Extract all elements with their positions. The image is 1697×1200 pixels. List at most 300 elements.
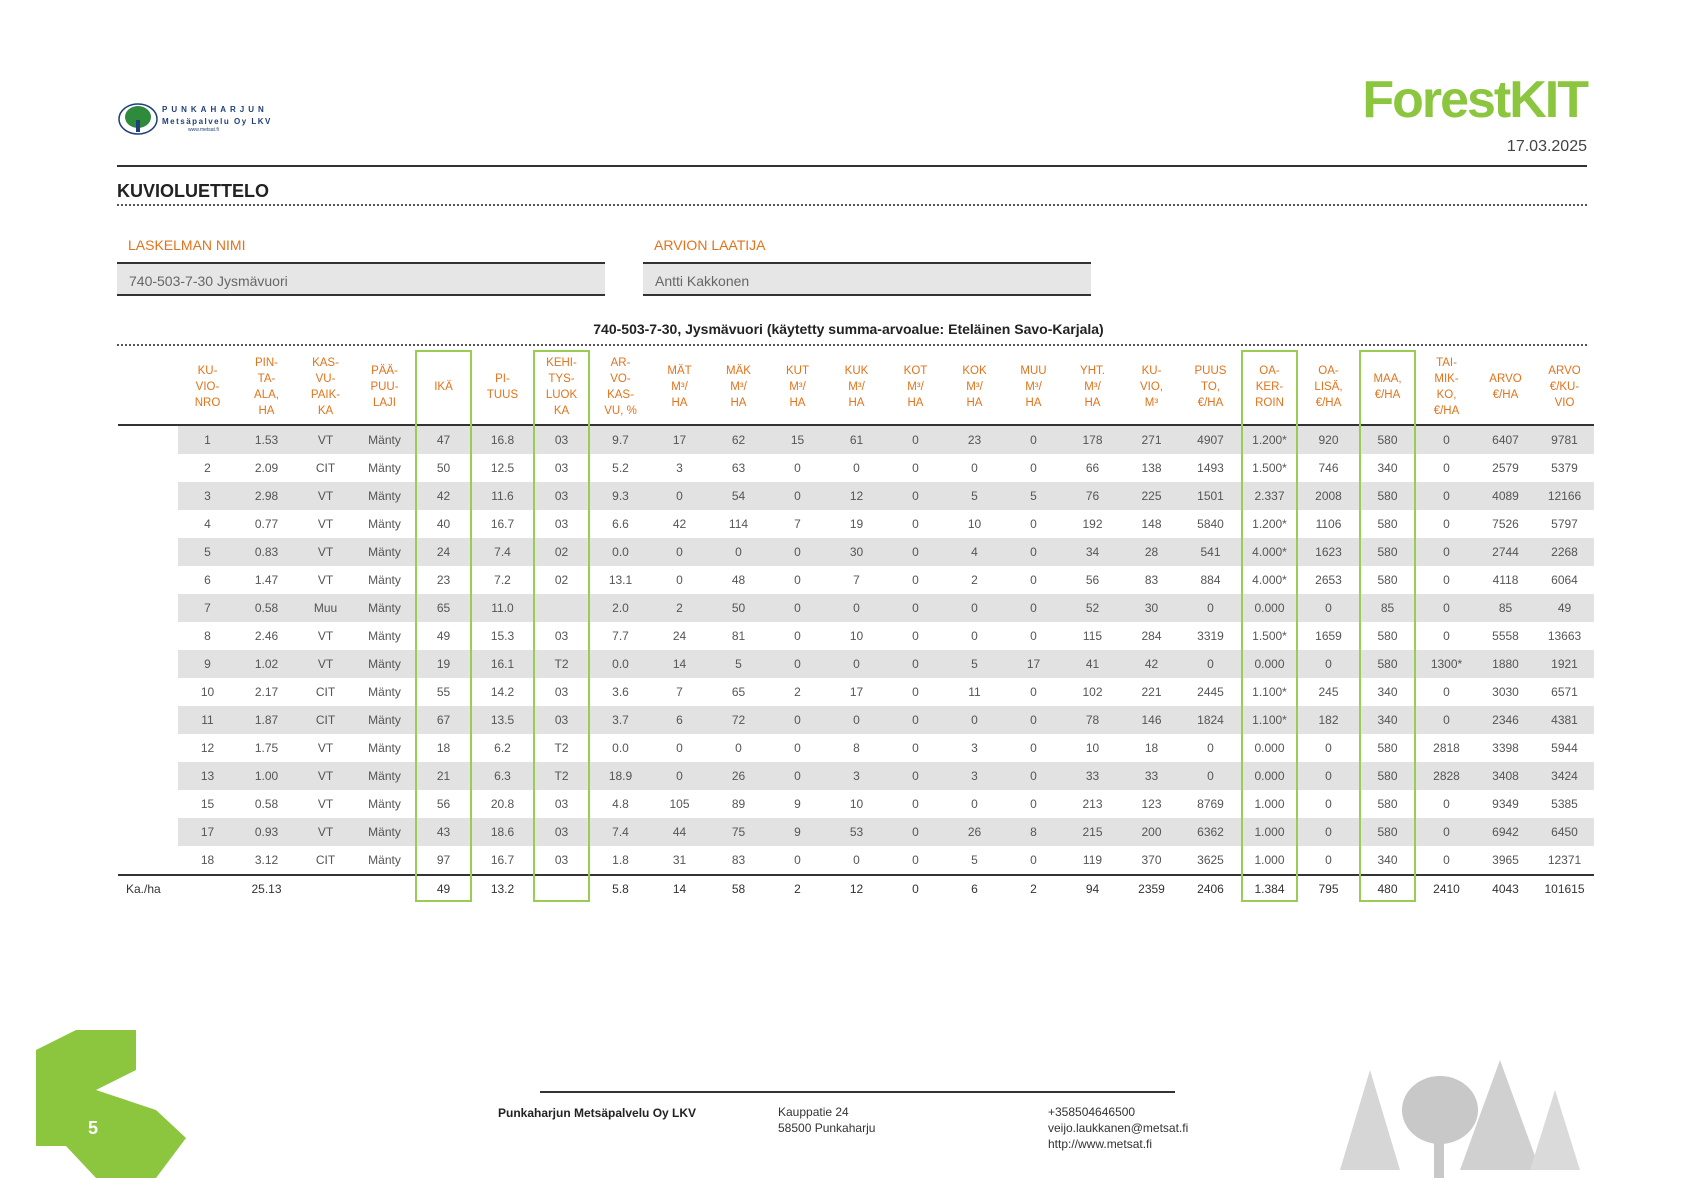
table-cell: 52 [1063,594,1122,622]
table-cell: 1623 [1299,538,1358,566]
column-header-line: MIK- [1434,373,1459,385]
table-cell: 1.000 [1240,846,1299,875]
column-header-line: KEHI- [546,357,577,369]
table-cell: 0 [1004,566,1063,594]
table-cell: 03 [532,818,591,846]
row-spacer [118,425,178,454]
column-header-line: HA [258,405,275,417]
table-cell: 0 [1417,482,1476,510]
table-cell: 0 [886,538,945,566]
footer-email: veijo.laukkanen@metsat.fi [1048,1121,1189,1135]
table-cell: 0 [945,622,1004,650]
table-cell: 178 [1063,425,1122,454]
table-cell: Mänty [355,790,414,818]
table-cell: 2.09 [237,454,296,482]
table-cell: 6571 [1535,678,1594,706]
table-cell: 0 [886,622,945,650]
table-cell: 7.2 [473,566,532,594]
table-cell: 2.17 [237,678,296,706]
table-cell: Mänty [355,425,414,454]
table-cell: Mänty [355,510,414,538]
dotted-divider [117,204,1587,206]
forestkit-logo: ForestKIT [1362,71,1587,129]
table-cell: 1.02 [237,650,296,678]
column-header-line: KA [317,405,334,417]
table-cell: 17 [178,818,237,846]
column-header-line: TAI- [1436,357,1457,369]
table-cell: 1.000 [1240,790,1299,818]
table-cell: 40 [414,510,473,538]
table-cell: 3398 [1476,734,1535,762]
table-cell: 67 [414,706,473,734]
table-cell: 0 [1181,734,1240,762]
logo-name: PUNKAHARJUN [162,105,268,114]
table-cell: 0 [768,538,827,566]
table-cell: 0 [1004,425,1063,454]
table-cell: 6.6 [591,510,650,538]
table-cell: 4 [945,538,1004,566]
appraiser-field: Antti Kakkonen [643,262,1091,296]
table-cell: 0 [1181,762,1240,790]
table-cell: 3 [650,454,709,482]
table-cell: 0 [1181,650,1240,678]
table-cell: 5 [945,650,1004,678]
table-cell: VT [296,566,355,594]
column-header [1358,350,1417,425]
column-header-line: HA [1084,397,1101,409]
table-cell: 221 [1122,678,1181,706]
average-cell: 5.8 [591,875,650,902]
table-cell: 0 [886,706,945,734]
table-cell: 138 [1122,454,1181,482]
table-cell: 15 [768,425,827,454]
table-row [118,622,1594,650]
table-cell: 119 [1063,846,1122,875]
table-cell: 10 [178,678,237,706]
table-cell: 0 [886,594,945,622]
table-cell: 42 [414,482,473,510]
table-cell: 11.0 [473,594,532,622]
table-cell: 2268 [1535,538,1594,566]
table-cell: 56 [1063,566,1122,594]
table-cell: 0.83 [237,538,296,566]
column-header-line: M³/ [1025,381,1042,393]
footer-postal: 58500 Punkaharju [778,1121,876,1135]
table-cell: 2 [178,454,237,482]
table-cell: 03 [532,706,591,734]
table-cell: 0 [1417,706,1476,734]
table-row [118,454,1594,482]
column-header [827,350,886,425]
page-title: KUVIOLUETTELO [117,181,269,201]
table-cell: 24 [650,622,709,650]
column-header-line: ALA, [254,389,279,401]
table-cell: 340 [1358,706,1417,734]
table-cell: 5 [178,538,237,566]
table-cell: 14 [650,650,709,678]
table-cell: 85 [1476,594,1535,622]
table-cell: 5558 [1476,622,1535,650]
table-cell: 340 [1358,678,1417,706]
table-cell: 2008 [1299,482,1358,510]
table-cell: 541 [1181,538,1240,566]
column-header-line: €/HA [1315,397,1342,409]
table-cell: VT [296,762,355,790]
table-cell: 9 [768,818,827,846]
column-header [1181,350,1240,425]
table-cell: 0 [1004,846,1063,875]
table-cell: 6.2 [473,734,532,762]
table-cell: 0 [1417,594,1476,622]
table-cell: 4907 [1181,425,1240,454]
average-cell: 2410 [1417,875,1476,902]
table-cell: 41 [1063,650,1122,678]
table-cell: 7.4 [591,818,650,846]
column-header [296,350,355,425]
column-header-line: M³/ [789,381,806,393]
logo-web: www.metsat.fi [188,127,219,133]
table-cell: 225 [1122,482,1181,510]
table-cell: 0 [650,734,709,762]
table-cell: 5 [945,482,1004,510]
table-cell: 0 [768,454,827,482]
table-row [118,594,1594,622]
table-cell: 0 [945,454,1004,482]
table-cell: 0 [1299,818,1358,846]
table-cell: 16.7 [473,510,532,538]
column-header [414,350,473,425]
table-cell: 23 [414,566,473,594]
column-header-line: TUUS [486,389,519,401]
column-header-line: KA [553,405,570,417]
table-cell: 6450 [1535,818,1594,846]
table-cell: 5 [709,650,768,678]
column-header-line: PUUS [1194,365,1227,377]
table-cell: 47 [414,425,473,454]
table-cell: 4.000* [1240,566,1299,594]
table-cell: 53 [827,818,886,846]
table-cell: 2.337 [1240,482,1299,510]
column-header-line: KU- [197,365,218,377]
column-header-line: €/HA [1197,397,1224,409]
row-spacer [118,482,178,510]
table-cell: 0 [768,622,827,650]
table-cell: 17 [827,678,886,706]
table-cell: 9781 [1535,425,1594,454]
table-cell: 17 [650,425,709,454]
table-cell: 4118 [1476,566,1535,594]
column-header-line: MUU [1020,365,1047,377]
table-cell: 2 [945,566,1004,594]
table-cell: 102 [1063,678,1122,706]
table-cell: 15.3 [473,622,532,650]
table-cell: Mänty [355,678,414,706]
table-cell: 340 [1358,454,1417,482]
average-cell: 480 [1358,875,1417,902]
table-cell: 0.58 [237,790,296,818]
table-cell: 6362 [1181,818,1240,846]
table-cell: 55 [414,678,473,706]
table-cell: 3.7 [591,706,650,734]
table-cell: 83 [1122,566,1181,594]
table-cell: 03 [532,790,591,818]
table-cell: 13 [178,762,237,790]
table-cell: 0 [945,790,1004,818]
table-cell: 9 [178,650,237,678]
table-cell: 215 [1063,818,1122,846]
table-cell: 920 [1299,425,1358,454]
table-cell: 2 [650,594,709,622]
table-cell: 1.87 [237,706,296,734]
average-row-label: Ka./ha [118,875,178,902]
column-header-line: HA [730,397,747,409]
table-cell: 48 [709,566,768,594]
table-cell: 03 [532,678,591,706]
table-cell: 16.7 [473,846,532,875]
column-header-line: MÄK [726,365,751,377]
table-cell: 0 [1299,594,1358,622]
table-cell: 76 [1063,482,1122,510]
average-cell: 795 [1299,875,1358,902]
table-cell: Mänty [355,762,414,790]
compartment-table [118,350,1594,902]
table-cell: 746 [1299,454,1358,482]
table-cell: Mänty [355,566,414,594]
footer-address [778,1104,875,1136]
table-cell: 02 [532,566,591,594]
table-cell: 2.98 [237,482,296,510]
table-cell: 3.12 [237,846,296,875]
table-cell: VT [296,790,355,818]
row-spacer [118,566,178,594]
table-cell: VT [296,818,355,846]
table-cell: 12371 [1535,846,1594,875]
column-header-line: OA- [1259,365,1280,377]
table-cell: 0.0 [591,734,650,762]
table-cell: 580 [1358,762,1417,790]
column-header-line: M³/ [671,381,688,393]
column-header [1063,350,1122,425]
table-cell: 123 [1122,790,1181,818]
column-header-line: OA- [1318,365,1339,377]
table-cell: 49 [1535,594,1594,622]
table-cell: 580 [1358,818,1417,846]
table-cell: 0 [1004,790,1063,818]
average-cell [296,875,355,902]
table-cell: 0 [886,762,945,790]
row-spacer [118,818,178,846]
column-header-line: €/HA [1433,405,1460,417]
table-cell: 271 [1122,425,1181,454]
table-cell: 0.77 [237,510,296,538]
column-header-line: VIO- [195,381,220,393]
table-cell: 30 [827,538,886,566]
header-divider [117,165,1587,167]
table-cell: 1106 [1299,510,1358,538]
average-cell: 1.384 [1240,875,1299,902]
column-header-line: ARVO [1548,365,1581,377]
column-header [650,350,709,425]
table-cell: VT [296,425,355,454]
table-row [118,678,1594,706]
table-cell: 0 [827,594,886,622]
trees-illustration-icon [1340,1060,1580,1180]
column-header-line: MÄT [667,365,692,377]
table-cell: 0 [1004,678,1063,706]
table-cell: 5 [1004,482,1063,510]
table-cell: 1.100* [1240,706,1299,734]
table-cell: 18 [1122,734,1181,762]
column-header-line: HA [671,397,688,409]
table-cell: 31 [650,846,709,875]
table-cell: 7 [768,510,827,538]
table-cell: 884 [1181,566,1240,594]
column-header-line: YHT. [1080,365,1105,377]
table-cell: 0.0 [591,538,650,566]
table-cell: 23 [945,425,1004,454]
table-cell: 0 [886,482,945,510]
column-header-line: VIO [1554,397,1575,409]
table-cell: 89 [709,790,768,818]
table-cell: 3625 [1181,846,1240,875]
table-cell: 0 [768,734,827,762]
table-cell: 78 [1063,706,1122,734]
table-cell: 4089 [1476,482,1535,510]
column-header-line: €/HA [1374,389,1401,401]
average-cell: 2359 [1122,875,1181,902]
hexagon-decoration-icon [36,1030,196,1178]
table-cell: 0 [1417,846,1476,875]
table-cell: 13.1 [591,566,650,594]
table-cell: 114 [709,510,768,538]
column-header-line: HA [1025,397,1042,409]
table-cell: 0.93 [237,818,296,846]
table-row [118,846,1594,875]
table-cell: 12.5 [473,454,532,482]
column-header [473,350,532,425]
table-cell: 580 [1358,790,1417,818]
table-cell: 15 [178,790,237,818]
table-cell: 18.6 [473,818,532,846]
average-cell: 14 [650,875,709,902]
table-cell: 3.6 [591,678,650,706]
table-cell: 20.8 [473,790,532,818]
column-header-line: VU- [315,373,336,385]
column-header-line: ARVO [1489,373,1522,385]
table-cell: 12166 [1535,482,1594,510]
average-cell: 0 [886,875,945,902]
table-cell: 18 [414,734,473,762]
table-cell: 1824 [1181,706,1240,734]
table-cell: 4.000* [1240,538,1299,566]
table-row [118,510,1594,538]
table-cell: 2346 [1476,706,1535,734]
row-spacer [118,622,178,650]
table-cell: 0 [886,818,945,846]
column-header [178,350,237,425]
table-cell: 0 [886,734,945,762]
table-cell: 6942 [1476,818,1535,846]
footer-website: http://www.metsat.fi [1048,1137,1153,1151]
average-cell: 49 [414,875,473,902]
table-cell: 5 [945,846,1004,875]
table-cell: 0 [1417,510,1476,538]
table-cell: 8 [827,734,886,762]
table-cell: 1.00 [237,762,296,790]
average-cell: 12 [827,875,886,902]
table-cell: 1501 [1181,482,1240,510]
table-cell: Mänty [355,538,414,566]
logo-subtitle: Metsäpalvelu Oy LKV [162,117,272,126]
table-cell: 146 [1122,706,1181,734]
column-header [532,350,591,425]
table-cell: 0 [886,650,945,678]
table-cell: 83 [709,846,768,875]
table-cell: Mänty [355,650,414,678]
table-row [118,538,1594,566]
table-cell: 33 [1122,762,1181,790]
table-cell: 42 [1122,650,1181,678]
table-cell: 0 [1004,622,1063,650]
table-cell: 4 [178,510,237,538]
average-cell: 6 [945,875,1004,902]
column-header [945,350,1004,425]
column-header-line: PÄÄ- [371,365,398,377]
table-cell: 0 [827,706,886,734]
table-cell: 13663 [1535,622,1594,650]
table-cell: 1.47 [237,566,296,594]
table-cell: 03 [532,425,591,454]
table-cell: 02 [532,538,591,566]
table-cell: 3030 [1476,678,1535,706]
table-cell: 0 [1417,425,1476,454]
table-cell: 0 [650,482,709,510]
table-cell: Mänty [355,454,414,482]
table-cell: 10 [827,790,886,818]
table-cell: 0 [709,538,768,566]
column-header-line: M³/ [848,381,865,393]
table-cell: 0 [709,734,768,762]
column-header-line: TO, [1201,381,1220,393]
table-cell: T2 [532,734,591,762]
column-header-line: VO- [610,373,631,385]
table-average-row [118,875,1594,902]
table-row [118,790,1594,818]
column-header-line: M³/ [966,381,983,393]
column-header-line: NRO [194,397,221,409]
table-cell: 7 [650,678,709,706]
column-header-line: AR- [610,357,631,369]
table-cell: CIT [296,678,355,706]
table-cell: 11.6 [473,482,532,510]
table-cell: 16.8 [473,425,532,454]
appraiser-label: ARVION LAATIJA [654,237,766,253]
company-logo [118,100,318,140]
table-cell: Mänty [355,846,414,875]
table-cell: 1.000 [1240,818,1299,846]
row-spacer [118,454,178,482]
table-cell [532,594,591,622]
table-cell: 0 [1299,846,1358,875]
footer-company: Punkaharjun Metsäpalvelu Oy LKV [498,1106,697,1120]
column-header-line: LISÄ, [1314,381,1343,393]
average-cell: 58 [709,875,768,902]
table-cell: 580 [1358,650,1417,678]
column-header-line: PI- [495,373,510,385]
table-cell: 0 [1004,594,1063,622]
table-row [118,482,1594,510]
table-cell: 0.58 [237,594,296,622]
